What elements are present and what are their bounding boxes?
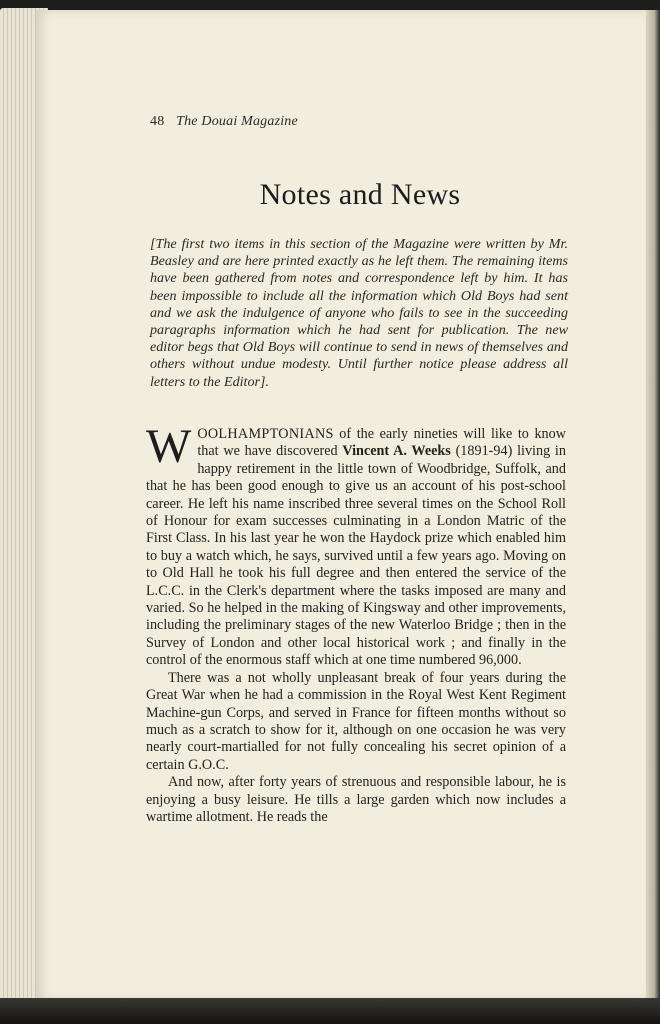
paragraph-1-text-b: (1891-94) living in happy retirement in the little town of Woodbridge, Suffolk, and that he has been good enough to give us an account of his post-school career. He left his name inscribed three several times on the School Roll of Honour for exam successes culminating in a London Matric of the First Class. In his last year he won the Haydock prize which enabled him to buy a watch which, he says, survived until a few years ago. Moving on to Old Hall he took his full degree and then entered the service of the L.C.C. in the Clerk's department where the tasks imposed are many and varied. So he helped in the making of Kingsway and other improvements, including the preliminary stages of the new Waterloo Bridge ; then in the Survey of London and other local historical work ; and finally in the control of the enormous staff which at one time numbered 96,000. <box>146 443 566 669</box>
article-body <box>146 420 566 826</box>
lead-word: OOLHAMPTONIANS <box>197 426 334 442</box>
paragraph-1 <box>146 420 566 670</box>
paragraph-2: There was a not wholly unpleasant break of four years during the Great War when he had a commission in the Royal West Kent Regiment Machine-gun Corps, and served in France for fifteen months without so much as a scratch to show for it, although on one occasion he was very nearly court-martialled for not fully concealing his secret opinion of a certain G.O.C. <box>146 669 566 773</box>
person-name: Vincent A. Weeks <box>342 443 451 460</box>
editor-note: [The first two items in this section of the Magazine were written by Mr. Beasley and are here printed exactly as he left them. The remaining items have been gathered from notes and correspondence left by him. It has been impossible to include all the information which Old Boys had sent and we ask the indulgence of anyone who fails to see in the succeeding paragraphs information which he had sent for publication. The new editor begs that Old Boys will continue to send in news of themselves and others without undue modesty. Until further notice please address all letters to the Editor]. <box>150 236 568 390</box>
running-head <box>150 114 298 130</box>
magazine-name: The Douai Magazine <box>176 114 298 129</box>
paragraph-3: And now, after forty years of strenuous and responsible labour, he is enjoying a busy leisure. He tills a large garden which now includes a wartime allotment. He reads the <box>146 774 566 825</box>
page-title: Notes and News <box>259 178 461 211</box>
right-page-edge <box>646 10 660 1000</box>
drop-cap: W <box>146 420 192 473</box>
paragraph-1-text-a: of the early nineties will like to know that we have discovered <box>197 426 566 460</box>
page-number: 48 <box>150 114 165 129</box>
bottom-edge <box>0 998 660 1024</box>
